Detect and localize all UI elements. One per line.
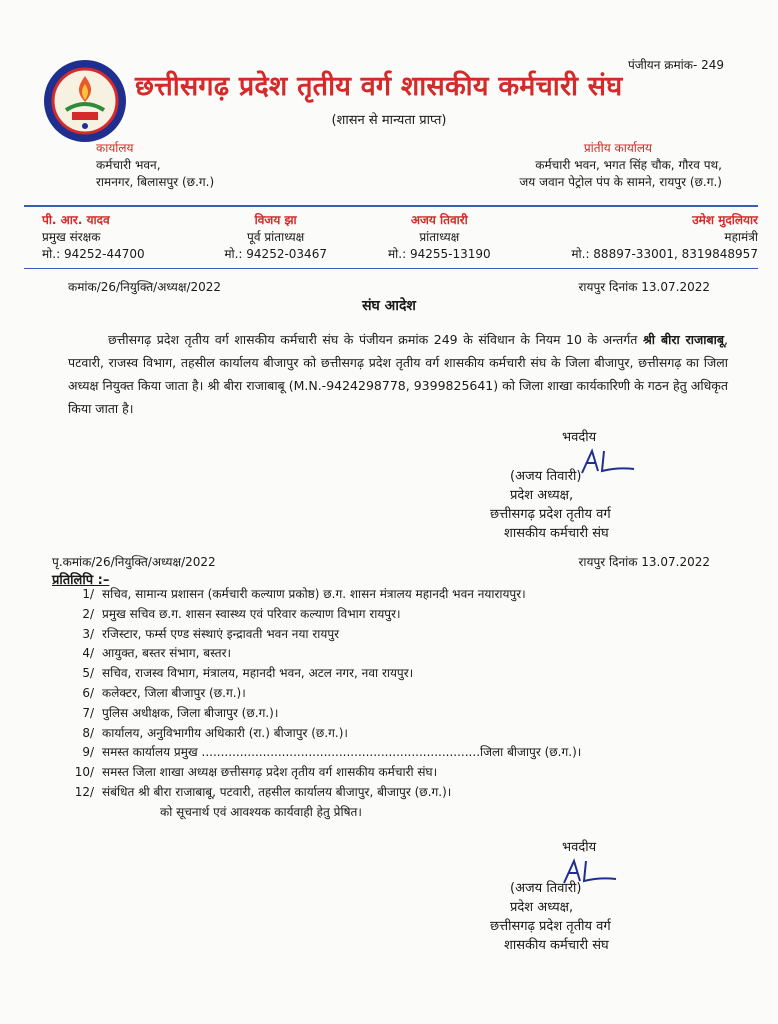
closing-text: भवदीय xyxy=(562,430,597,445)
signatory-name: (अजय तिवारी) xyxy=(510,881,582,896)
office-heading: कार्यालय xyxy=(96,141,134,155)
copy-footnote: को सूचनार्थ एवं आवश्यक कार्यवाही हेतु प्रेषित। xyxy=(160,804,362,819)
list-item: 7/ पुलिस अधीक्षक, जिला बीजापुर (छ.ग.)। xyxy=(82,705,279,720)
office-address-right xyxy=(519,140,722,191)
official-card xyxy=(24,212,192,263)
official-name: उमेश मुदलियार xyxy=(692,213,758,227)
official-name: अजय तिवारी xyxy=(410,213,468,227)
office-address-line: रामनगर, बिलासपुर (छ.ग.) xyxy=(96,175,215,189)
official-name: विजय झा xyxy=(254,213,297,227)
official-card xyxy=(528,212,758,263)
signature-block xyxy=(490,838,710,955)
official-title: पूर्व प्रांताध्यक्ष xyxy=(247,230,305,244)
office-address-left xyxy=(96,140,214,191)
copy-reference: पृ.कमांक/26/नियुक्ति/अध्यक्ष/2022 xyxy=(52,555,216,569)
list-item: 4/ आयुक्त, बस्तर संभाग, बस्तर। xyxy=(82,646,232,661)
office-address-line: जय जवान पेट्रोल पंप के सामने, रायपुर (छ.ग.) xyxy=(519,175,722,189)
union-logo-emblem xyxy=(42,58,128,144)
copy-heading: प्रतिलिपि :– xyxy=(52,573,110,588)
signatory-org-line: छत्तीसगढ़ प्रदेश तृतीय वर्ग xyxy=(490,919,611,934)
organization-name: छत्तीसगढ़ प्रदेश तृतीय वर्ग शासकीय कर्मचारी संघ xyxy=(135,71,623,102)
signatory-name: (अजय तिवारी) xyxy=(510,469,582,484)
recognition-note: (शासन से मान्यता प्राप्त) xyxy=(331,113,447,128)
signatory-org-line: शासकीय कर्मचारी संघ xyxy=(504,938,609,953)
officials-row xyxy=(24,212,758,263)
copy-date: रायपुर दिनांक 13.07.2022 xyxy=(578,555,710,569)
signatory-org-line: छत्तीसगढ़ प्रदेश तृतीय वर्ग xyxy=(490,507,611,522)
order-body xyxy=(68,328,728,420)
official-phone: मो.: 88897-33001, 8319848957 xyxy=(571,247,758,261)
list-item: 1/ सचिव, सामान्य प्रशासन (कर्मचारी कल्याण प्रकोष्ठ) छ.ग. शासन मंत्रालय महानदी भवन नयारायपुर। xyxy=(82,587,526,601)
official-card xyxy=(359,212,519,263)
registration-number: पंजीयन क्रमांक- 249 xyxy=(627,58,724,72)
list-item: 6/ कलेक्टर, जिला बीजापुर (छ.ग.)। xyxy=(82,685,246,700)
official-phone: मो.: 94255-13190 xyxy=(387,247,491,261)
list-item: 8/ कार्यालय, अनुविभागीय अधिकारी (रा.) बीजापुर (छ.ग.)। xyxy=(82,725,348,740)
appointee-name: श्री बीरा राजाबाबू xyxy=(642,332,725,347)
office-address-line: कर्मचारी भवन, भगत सिंह चौक, गौरव पथ, xyxy=(535,158,722,172)
list-item: 5/ सचिव, राजस्व विभाग, मंत्रालय, महानदी भवन, अटल नगर, नवा रायपुर। xyxy=(82,666,414,681)
official-name: पी. आर. यादव xyxy=(42,213,110,227)
list-item: 2/ प्रमुख सचिव छ.ग. शासन स्वास्थ्य एवं परिवार कल्याण विभाग रायपुर। xyxy=(82,606,401,621)
list-item: 3/ रजिस्टार, फर्म्स एण्ड संस्थाएं इन्द्रावती भवन नया रायपुर xyxy=(82,626,340,641)
order-reference: कमांक/26/नियुक्ति/अध्यक्ष/2022 xyxy=(68,280,222,294)
list-item: 12/ संबंधित श्री बीरा राजाबाबू, पटवारी, तहसील कार्यालय बीजापुर, बीजापुर (छ.ग.)। xyxy=(74,784,452,799)
office-address-line: कर्मचारी भवन, xyxy=(96,158,161,172)
list-item: 10/ समस्त जिला शाखा अध्यक्ष छत्तीसगढ़ प्रदेश तृतीय वर्ग शासकीय कर्मचारी संघ। xyxy=(74,765,438,780)
list-item: 9/ समस्त कार्यालय प्रमुख .........................................................................जिला बीजापुर (छ.ग.)। xyxy=(82,745,582,760)
signatory-org-line: शासकीय कर्मचारी संघ xyxy=(504,526,609,541)
official-title: प्रमुख संरक्षक xyxy=(42,230,101,244)
official-phone: मो.: 94252-44700 xyxy=(42,247,145,261)
order-heading: संघ आदेश xyxy=(362,298,416,314)
copy-recipient-list xyxy=(52,585,581,823)
official-phone: मो.: 94252-03467 xyxy=(224,247,327,261)
signatory-designation: प्रदेश अध्यक्ष, xyxy=(510,488,574,503)
signature-block xyxy=(490,428,710,543)
signatory-designation: प्रदेश अध्यक्ष, xyxy=(510,900,574,915)
closing-text: भवदीय xyxy=(562,840,597,855)
divider-bottom xyxy=(24,268,758,269)
official-title: प्रांताध्यक्ष xyxy=(419,230,460,244)
office-heading: प्रांतीय कार्यालय xyxy=(583,141,652,155)
order-date: रायपुर दिनांक 13.07.2022 xyxy=(578,280,710,294)
divider-top xyxy=(24,205,758,207)
order-body-text: छत्तीसगढ़ प्रदेश तृतीय वर्ग शासकीय कर्मचारी संघ के पंजीयन क्रमांक 249 के संविधान के नियम 10 के अन्तर्गत xyxy=(108,332,643,347)
order-body-text: , पटवारी, राजस्व विभाग, तहसील कार्यालय बीजापुर को छत्तीसगढ़ प्रदेश तृतीय वर्ग शासकीय कर्मचारी संघ के जिला बीजापुर, छत्तीसगढ़ का जिला अध्यक्ष नियुक्त किया जाता है। श्री बीरा राजाबाबू (M.N.-9424298778, 9399825641) को जिला शाखा कार्यकारिणी के गठन हेतु अधिकृत किया जाता है। xyxy=(68,332,728,416)
official-card xyxy=(201,212,351,263)
official-title: महामंत्री xyxy=(724,230,758,244)
